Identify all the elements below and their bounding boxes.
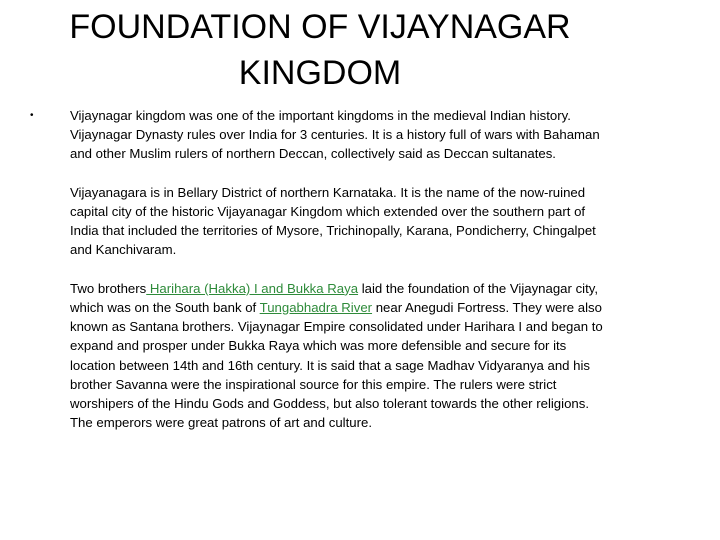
title-line-1: FOUNDATION OF VIJAYNAGAR [69,8,571,46]
paragraph-location: Vijayanagara is in Bellary District of northern Karnataka. It is the name of the now-ruined capital city of the historic Vijayanagar Kingdom which extended over the southern part of India that included the territories of Mysore, Trichinopally, Karana, Pondicherry, Chingalpet and Kanchivaram. [70,184,596,258]
title-line-2: KINGDOM [238,54,402,92]
paragraph-founders [70,279,610,433]
content-body [30,106,610,452]
founders-text-3: near Anegudi Fortress. They were also known as Santana brothers. Vijaynagar Empire consolidated under Harihara I and began to expand and prosper under Bukka Raya which was more defensible and secure for its location between 14th and 16th century. It is said that a sage Madhav Vidyaranya and his brother Savanna were the inspirational source for this empire. The rulers were strict worshipers of the Hindu Gods and Goddess, but also tolerant towards the other religions. The emperors were great patrons of art and culture. [70,300,603,431]
founders-text-1: Two brothers [70,280,147,296]
tungabhadra-river-link[interactable]: Tungabhadra River [259,300,373,315]
founders-text-2: laid the foundation of the Vijaynagar city, which was on the South bank of [70,280,599,315]
harihara-bukka-link[interactable]: Harihara (Hakka) I and Bukka Raya [146,280,359,296]
bullet-icon: • [30,110,34,121]
paragraph-intro: Vijaynagar kingdom was one of the important kingdoms in the medieval Indian history. Vijaynagar Dynasty rules over India for 3 centuries. It is a history full of wars with Bahaman and other Muslim rulers of northern Deccan, collectively said as Deccan sultanates. [70,108,600,162]
page-title [0,4,640,96]
